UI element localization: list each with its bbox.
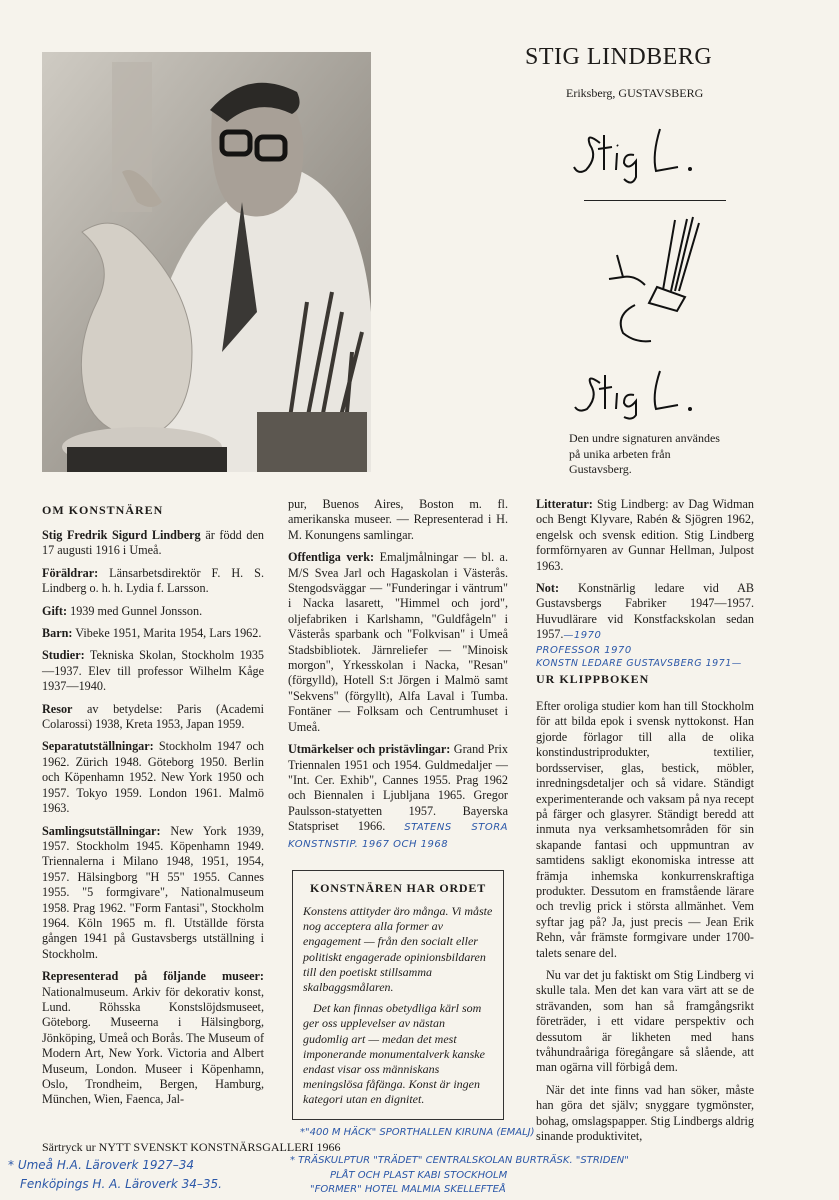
bio-travels: Resor av betydelse: Paris (Academi Colarossi) 1938, Kreta 1953, Japan 1959.	[42, 701, 264, 732]
scrapbook-text	[536, 699, 754, 1144]
handwritten-konstn-ledare: KONSTN LEDARE GUSTAVSBERG 1971—	[536, 657, 742, 669]
biography-column	[42, 528, 264, 1115]
awards: Utmärkelser och pristävlingar: Grand Prix Triennalen 1951 och 1954. Guldmedaljer — "Int. Cer. Exhib", Cannes 1955. Prag 1962 och Biennalen i Ljubljana 1965. Gregor Paulsson-statyetten 1957. Bayerska Statspriset 1966. STATENS STORA KONSTNSTIP. 1967 OCH 1968	[288, 742, 509, 850]
portrait-illustration	[42, 52, 371, 472]
scrapbook-paragraph-2: Nu var det ju faktiskt om Stig Lindberg vi skulle tala. Men det kan vara värt att se de strävanden, som han så framgångsrikt företräder, i ett vidare perspektiv och dessutom är likheten med hans tvåhundraåriga föregångare så slående, att man ogärna vill förbigå dem.	[536, 967, 754, 1075]
section-heading-ur-klippboken: UR KLIPPBOKEN	[536, 671, 650, 686]
handnote-enkopings: Fenköpings H. A. Läroverk 34–35.	[20, 1177, 222, 1191]
works-column	[288, 497, 508, 859]
handwritten-professor: PROFESSOR 1970	[536, 644, 632, 656]
artist-name: STIG LINDBERG	[525, 44, 713, 70]
literature: Litteratur: Stig Lindberg: av Dag Widman och Bengt Klyvare, Rabén & Sjögren 1962, engelsk och svensk edition. Stig Lindberg formförnyaren av Gunnar Hellman, Julpost 1963.	[536, 497, 754, 573]
bio-married: Gift: 1939 med Gunnel Jonsson.	[42, 603, 203, 618]
scrapbook-paragraph-1: Efter oroliga studier kom han till Stockholm för att bilda epok i svensk nyttokonst. Han gjorde förlagor till alla de olika konstindustriprodukter, textilier, bordsserviser, glas, bestick, möbler, inredningsdetaljer och så vidare. Ständigt experimenterande och vaksam på nya recept på färger och glasyrer. Ständigt beredd att inmuta nya verksamhetsområden för sin skapande fantasi och uppmuntran av samtidens sakligt ekonomiska intresse att främja inhemska konkurrenskraftiga produkter. Dessutom en framstående lärare och trevlig prick i största allmänhet. Vem syftar jag på? Ja, just precis — Jean Erik Rehn, vår främste formgivare under 1700-talets senare del.	[536, 699, 754, 960]
handnote-plat-och-plast: PLÅT OCH PLAST KABI STOCKHOLM	[330, 1170, 508, 1181]
handnote-traskulptur: * TRÄSKULPTUR "TRÄDET" CENTRALSKOLAN BURTRÄSK. "STRIDEN"	[290, 1155, 629, 1166]
bio-studies: Studier: Tekniska Skolan, Stockholm 1935—1937. Elev till professor Wilhelm Kåge 1937—1940.	[42, 648, 265, 694]
bio-museums: Representerad på följande museer: Nationalmuseum. Arkiv för dekorativ konst, Lund. Röhsska Konstslöjdsmuseet, Göteborg. Museerna i Hälsingborg, Jönköping, Umeå och Borås. The Museum of Modern Art, New York. Victoria and Albert Museum, London. Museer i Köpenhamn, Oslo, Trondheim, Bergen, Hamburg, München, Wien, Faenca, Jal-	[42, 969, 264, 1107]
public-works: Offentliga verk: Emaljmålningar — bl. a. M/S Svea Jarl och Hagaskolan i Västerås. Stengodsväggar — "Funderingar i väntrum" i Nacka lasarett, "Himmel och jord", oljefabriken i Karlshamn, "Guldfågeln" i Västerås sparbank och "Folkvisan" i Umeå Stadsbibliotek. Järnreliefer — "Minoisk morgon", Yrkesskolan i Nacka, "Resan" (förgylld), Hotell S:t Jörgen i Malmö samt "Sekvens" (förgyllt), Alfa Laval i Tumba. Fontäner — Folksam och Centrumhuset i Umeå.	[288, 550, 509, 734]
quote-box-title: KONSTNÄREN HAR ORDET	[309, 881, 487, 895]
section-heading-om-konstnaren: OM KONSTNÄREN	[42, 503, 164, 517]
quote-paragraph-2: Det kan finnas obetydliga kärl som ger oss upplevelser av nästan gudomlig art — medan det mest imponerande monumentalverk kanske endast visar oss människans meningslösa fåfänga. Konst är ingen kategori utan en dignitet.	[303, 1001, 485, 1107]
handnote-umea: * Umeå H.A. Läroverk 1927–34	[8, 1158, 195, 1172]
bio-group-exhibitions: Samlingsutställningar: New York 1939, 1957. Stockholm 1945. Köpenhamn 1949. Triennalerna i Milano 1948, 1951, 1954, 1957. Hälsingborg "H 55" 1955. Cannes 1955. "5 formgivare", Nationalmuseum 1958. Prag 1962. "Form Fantasi", Stockholm 1964. Köln 1965 m. fl. Utställde första gången 1941 på Gustavsbergs utställning i Stockholm.	[42, 823, 264, 961]
quote-box	[292, 870, 504, 1120]
handnote-former: "FORMER" HOTEL MALMIA SKELLEFTEÅ	[310, 1184, 506, 1195]
bio-name: Stig Fredrik Sigurd Lindberg är född den 17 augusti 1916 i Umeå.	[42, 528, 265, 558]
signature-upper	[560, 115, 750, 185]
note-paragraph: Not: Konstnärlig ledare vid AB Gustavsbergs Fabriker 1947—1957. Huvudlärare vid Konstfackskolan sedan 1957.—1970	[536, 581, 754, 642]
museums-continued: pur, Buenos Aires, Boston m. fl. amerikanska museer. — Representerad i H. M. Konungens samlingar.	[288, 497, 508, 542]
bio-children: Barn: Vibeke 1951, Marita 1954, Lars 1962.	[42, 626, 262, 641]
quote-paragraph-1: Konstens attityder äro många. Vi måste nog acceptera alla former av engagement — från den socialt eller politiskt engagerade opinionsbildaren till den poetiskt stillsamma skalbaggsmålaren.	[303, 904, 493, 995]
artist-location: Eriksberg, GUSTAVSBERG	[566, 86, 704, 100]
bio-solo-exhibitions: Separatutställningar: Stockholm 1947 och 1962. Zürich 1948. Göteborg 1950. Berlin och Köpenhamn 1952. New York 1950 och 1957. Tokyo 1959. London 1961. Malmö 1963.	[42, 739, 264, 816]
literature-column	[536, 497, 754, 1151]
handnote-sporthallen: *"400 M HÄCK" SPORTHALLEN KIRUNA (EMALJ)	[300, 1127, 535, 1138]
brush-pot-drawing	[605, 215, 715, 345]
handwritten-1970: —1970	[563, 630, 602, 642]
signature-lower	[560, 365, 750, 420]
portrait-photo	[42, 52, 371, 472]
reprint-credit: Särtryck ur NYTT SVENSKT KONSTNÄRSGALLERI 1966	[42, 1140, 341, 1154]
bio-parents: Föräldrar: Länsarbetsdirektör F. H. S. Lindberg o. h. h. Lydia f. Larsson.	[42, 565, 264, 596]
scrapbook-paragraph-3: När det inte finns vad han söker, måste han göra det själv; snyggare tygmönster, bohag, omslagspapper. Stig Lindbergs aldrig sinande produktivitet,	[536, 1082, 754, 1144]
handwritten-award-note: STATENS STORA KONSTNSTIP. 1967 OCH 1968	[288, 822, 508, 850]
signature-divider	[584, 200, 726, 201]
signature-note: Den undre signaturen användes på unika arbeten från Gustavsberg.	[569, 431, 720, 476]
